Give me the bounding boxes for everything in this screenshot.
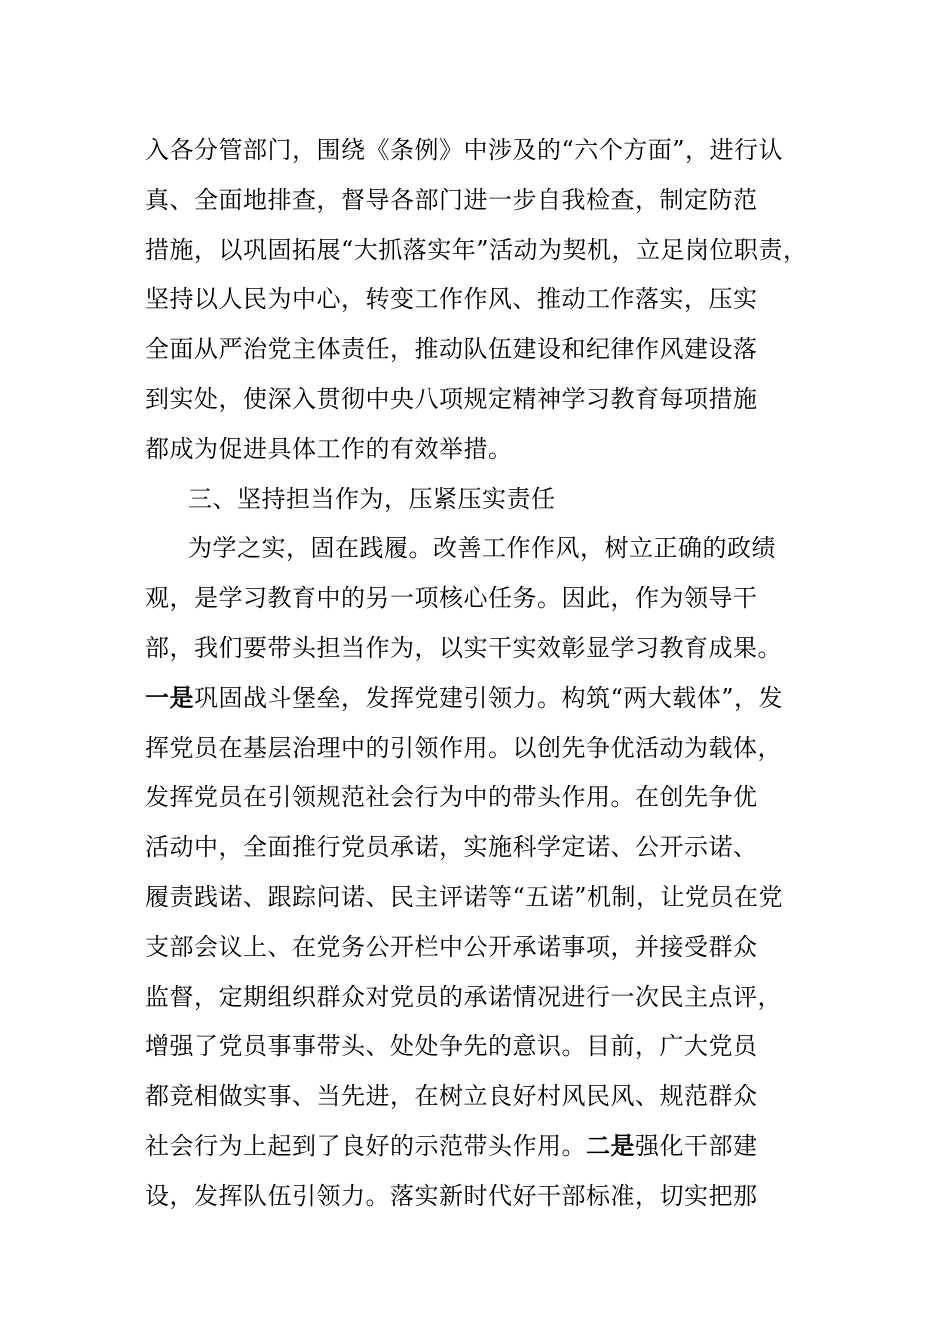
bold-lead-text: 一是 — [145, 683, 194, 712]
text-line — [145, 982, 782, 1012]
line-text: 增强了党员事事带头、处处争先的意识。目前，广大党员 — [145, 1032, 758, 1060]
line-text: 都竞相做实事、当先进，在树立良好村风民风、规范群众 — [145, 1082, 758, 1110]
line-text: 措施，以巩固拓展“大抓落实年”活动为契机，立足岗位职责， — [145, 236, 808, 264]
bold-lead-text: 二是 — [586, 1131, 635, 1160]
line-text: 监督，定期组织群众对党员的承诺情况进行一次民主点评， — [145, 983, 782, 1011]
line-text: 设，发挥队伍引领力。落实新时代好干部标准，切实把那 — [145, 1182, 758, 1210]
line-text: 都成为促进具体工作的有效举措。 — [145, 435, 513, 463]
text-line — [145, 932, 758, 962]
line-text: 三、坚持担当作为，压紧压实责任 — [188, 485, 556, 513]
line-text: 挥党员在基层治理中的引领作用。以创先争优活动为载体， — [145, 734, 782, 762]
line-text: 发挥党员在引领规范社会行为中的带头作用。在创先争优 — [145, 783, 758, 811]
line-text: 全面从严治党主体责任，推动队伍建设和纪律作风建设落 — [145, 335, 758, 363]
line-text: 真、全面地排查，督导各部门进一步自我检查，制定防范 — [145, 186, 758, 214]
line-text: 履责践诺、跟踪问诺、民主评诺等“五诺”机制，让党员在党 — [145, 883, 784, 911]
line-text: 社会行为上起到了良好的示范带头作用。 — [145, 1132, 586, 1160]
text-line — [145, 583, 758, 613]
line-text: 巩固战斗堡垒，发挥党建引领力。构筑“两大载体”，发 — [194, 684, 784, 712]
text-line — [145, 1031, 758, 1061]
text-line — [188, 533, 776, 563]
line-text: 为学之实，固在践履。改善工作作风，树立正确的政绩 — [188, 534, 776, 562]
text-line — [145, 434, 513, 464]
line-text: 部，我们要带头担当作为，以实干实效彰显学习教育成果。 — [145, 634, 782, 662]
line-text: 活动中，全面推行党员承诺，实施科学定诺、公开示诺、 — [145, 833, 758, 861]
line-text: 入各分管部门，围绕《条例》中涉及的“六个方面”，进行认 — [145, 136, 784, 164]
text-line — [145, 185, 758, 215]
text-line — [188, 484, 556, 514]
text-line — [145, 235, 808, 265]
text-line — [145, 384, 758, 414]
text-line — [145, 135, 783, 165]
line-text: 支部会议上、在党务公开栏中公开承诺事项，并接受群众 — [145, 933, 758, 961]
line-text: 观，是学习教育中的另一项核心任务。因此，作为领导干 — [145, 584, 758, 612]
text-line — [145, 782, 758, 812]
text-line — [145, 334, 758, 364]
text-line — [145, 832, 758, 862]
text-line — [145, 683, 783, 713]
line-text: 强化干部建 — [635, 1132, 758, 1160]
text-line — [145, 1081, 758, 1111]
text-line — [145, 733, 782, 763]
text-line — [145, 882, 783, 912]
text-line — [145, 1131, 758, 1161]
line-text: 坚持以人民为中心，转变工作作风、推动工作落实，压实 — [145, 285, 758, 313]
text-line — [145, 633, 782, 663]
line-text: 到实处，使深入贯彻中央八项规定精神学习教育每项措施 — [145, 385, 758, 413]
text-line — [145, 1181, 758, 1211]
text-line — [145, 284, 758, 314]
